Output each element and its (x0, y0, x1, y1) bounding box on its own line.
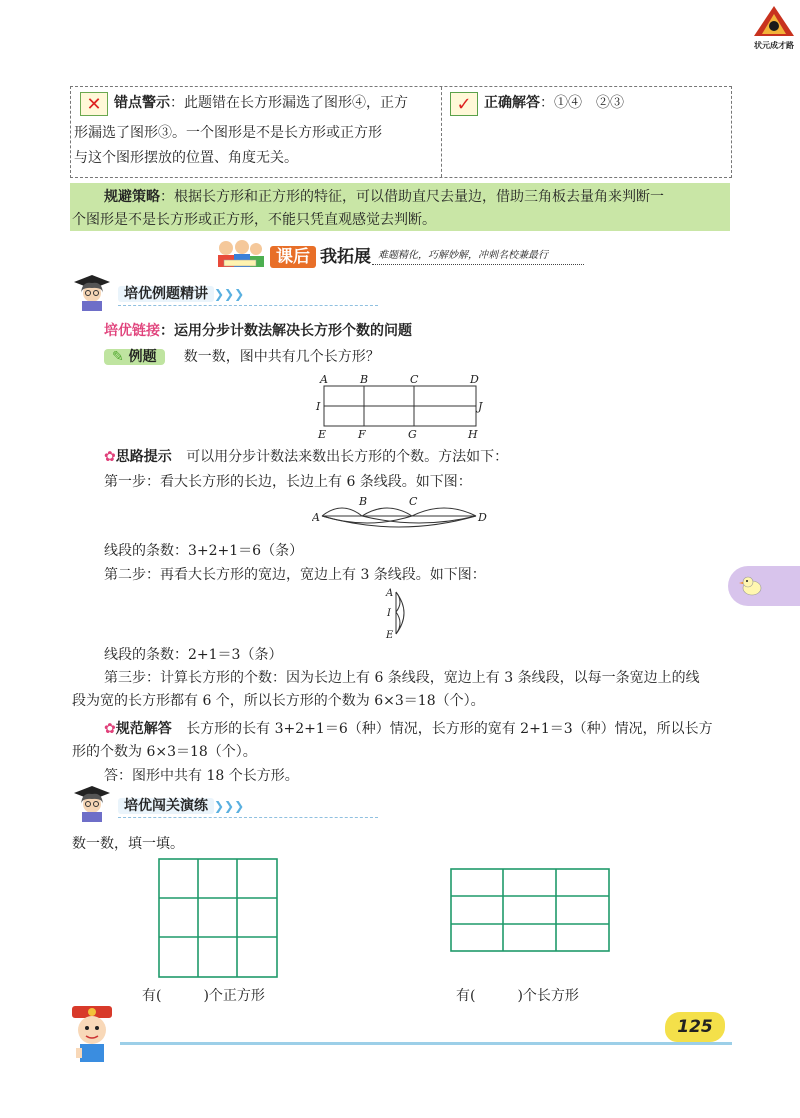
rect-figure (314, 372, 490, 442)
check-icon: ✓ (450, 92, 478, 116)
fig-label-a: A (320, 373, 328, 386)
pencil-icon: ✎ (112, 349, 124, 365)
mistake-line3: 与这个图形摆放的位置、角度无关。 (74, 150, 298, 166)
banner-main: 我拓展 (320, 247, 371, 267)
arc-label-c: C (409, 495, 418, 508)
strategy-line1 (104, 186, 664, 208)
strategy-line2: 个图形是不是长方形或正方形，不能只凭直观感觉去判断。 (72, 212, 436, 228)
banner-pill: 课后 (270, 246, 316, 268)
chevron-right-icon: ❯❯❯ (214, 287, 245, 301)
flower-icon: ✿ (104, 449, 116, 465)
rectangle-grid (450, 868, 612, 954)
example-question: 数一数，图中共有几个长方形？ (183, 349, 380, 365)
solution-text-1: 长方形的长有 3+2+1＝6（种）情况，长方形的宽有 2+1＝3（种）情况，所以长方 (186, 721, 713, 737)
caption-left: 有( )个正方形 (142, 988, 265, 1004)
solution-label: 规范解答 (115, 721, 172, 737)
box-divider (441, 87, 442, 177)
banner-underline (372, 264, 584, 265)
example-line (104, 346, 380, 368)
mascot (62, 1004, 124, 1066)
mistake-line1 (114, 92, 408, 114)
step1: 第一步：看大长方形的长边，长边上有 6 条线段。如下图： (104, 474, 472, 490)
hint-line (104, 446, 508, 468)
link-label: 培优链接 (104, 323, 160, 339)
section1-title: 培优例题精讲 (118, 286, 214, 302)
fig-label-i: I (316, 400, 321, 413)
page-number: 125 (665, 1012, 725, 1042)
brand-logo (752, 4, 796, 48)
side-tab (728, 566, 800, 606)
flower-icon-2: ✿ (104, 721, 116, 737)
teacher-avatar-2 (72, 784, 112, 822)
vert-label-i: I (387, 608, 391, 619)
example-tag-label: 例题 (128, 349, 157, 365)
strategy-text-1: ：根据长方形和正方形的特征，可以借助直尺去量边，借助三角板去量角来判断一 (160, 189, 664, 205)
fig-label-e: E (318, 428, 327, 441)
bird-icon (734, 566, 774, 606)
vert-label-e: E (386, 630, 394, 641)
mistake-text-1: ：此题错在长方形漏选了图形④，正方 (170, 95, 408, 111)
teacher-icon-2 (72, 784, 112, 822)
mistake-label: 错点警示 (114, 95, 170, 111)
chevron-right-icon-2: ❯❯❯ (214, 799, 245, 813)
caption-right: 有( )个长方形 (456, 988, 579, 1004)
count2: 线段的条数：2+1＝3（条） (104, 647, 283, 663)
section2-title: 培优闯关演练 (118, 798, 214, 814)
square-grid (158, 858, 280, 980)
section1-header (118, 283, 378, 306)
count1: 线段的条数：3+2+1＝6（条） (104, 543, 304, 559)
cross-icon: ✕ (80, 92, 108, 116)
step3-line1: 第三步：计算长方形的个数：因为长边上有 6 条线段，宽边上有 3 条线段，以每一条宽边上的线 (104, 670, 700, 686)
fig-label-c: C (410, 373, 419, 386)
fig-label-f: F (358, 428, 366, 441)
kids-reading-icon (214, 238, 266, 270)
answer-value: ：①④ ②③ (540, 95, 624, 111)
segment-arcs-figure (312, 494, 492, 530)
footer-line (120, 1042, 732, 1045)
fig-label-j: J (478, 400, 483, 413)
logo-mark-icon (752, 4, 796, 38)
arc-label-b: B (359, 495, 368, 508)
fig-label-g: G (408, 428, 417, 441)
section2-instruction: 数一数，填一填。 (72, 836, 184, 852)
answer-line (484, 92, 624, 114)
vert-label-a: A (386, 588, 394, 599)
teacher-avatar-1 (72, 273, 112, 311)
fig-label-b: B (360, 373, 369, 386)
hint-text: 可以用分步计数法来数出长方形的个数。方法如下： (186, 449, 509, 465)
step2: 第二步：再看大长方形的宽边，宽边上有 3 条线段。如下图： (104, 567, 486, 583)
solution-answer: 答：图形中共有 18 个长方形。 (104, 768, 299, 784)
link-line (104, 320, 412, 342)
step3-line2: 段为宽的长方形都有 6 个，所以长方形的个数为 6×3＝18（个）。 (72, 693, 485, 709)
hint-label: 思路提示 (115, 449, 172, 465)
banner-title (270, 242, 371, 267)
mistake-line2: 形漏选了图形③。一个图形是不是长方形或正方形 (74, 125, 382, 141)
arc-label-a: A (312, 511, 320, 524)
arc-label-d: D (478, 511, 487, 524)
vertical-segment-figure (384, 586, 414, 642)
logo-text: 状元成才路 (754, 41, 794, 50)
fig-label-h: H (468, 428, 478, 441)
answer-label: 正确解答 (484, 95, 540, 111)
banner-tagline: 难题精化，巧解妙解，冲刺名校兼最行 (378, 250, 548, 261)
teacher-icon (72, 273, 112, 311)
example-tag (104, 349, 165, 365)
section2-header (118, 795, 378, 818)
solution-line1 (104, 718, 713, 740)
mascot-boy-icon (62, 1004, 124, 1066)
banner-illustration (214, 238, 266, 270)
strategy-label: 规避策略 (104, 189, 160, 205)
fig-label-d: D (470, 373, 479, 386)
solution-line2: 形的个数为 6×3＝18（个）。 (72, 744, 257, 760)
link-text: ：运用分步计数法解决长方形个数的问题 (160, 323, 412, 339)
